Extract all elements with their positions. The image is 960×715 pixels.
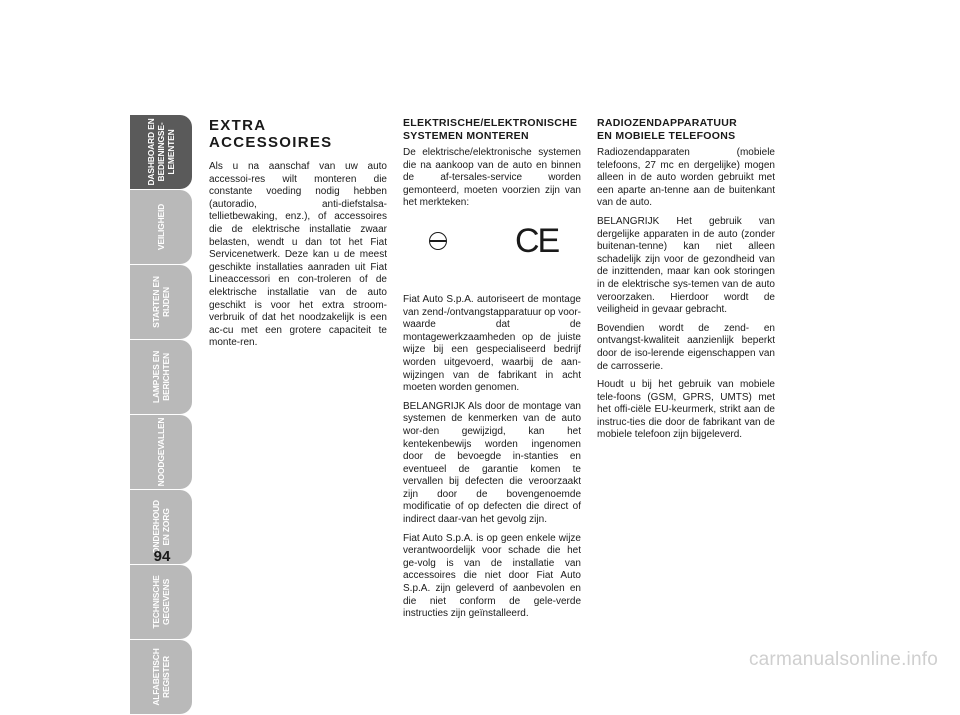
page-number: 94 bbox=[153, 548, 171, 565]
column-elektrische-systemen bbox=[403, 117, 581, 627]
column-extra-accessoires bbox=[209, 117, 387, 356]
paragraph: Bovendien wordt de zend- en ontvangst-kwaliteit aanzienlijk beperkt door de iso-lerende eigenschappen van de carrosserie. bbox=[597, 322, 775, 372]
paragraph: Radiozendapparaten (mobiele telefoons, 27 mc en dergelijke) mogen alleen in de auto worden gebruikt met een aparte an-tenne aan de buitenkant van de auto. bbox=[597, 147, 775, 209]
watermark: carmanualsonline.info bbox=[748, 649, 938, 670]
tab-label: VEILIGHEID bbox=[156, 203, 166, 251]
tab-starten-en-rijden[interactable] bbox=[130, 265, 192, 339]
paragraph: BELANGRIJK Het gebruik van dergelijke apparaten in de auto (zonder buitenan-tenne) kan niet alleen schadelijk zijn voor de gezondheid van de inzittenden, maar kan ook storingen in de elektrische sys-temen van de auto veroorzaken. Hierdoor wordt de veiligheid in gevaar gebracht. bbox=[597, 215, 775, 316]
certification-marks bbox=[403, 220, 581, 284]
tab-label: NOODGEVALLEN bbox=[156, 417, 166, 487]
tab-label: LAMPJES EN BERICHTEN bbox=[151, 350, 171, 404]
paragraph: Als u na aanschaf van uw auto accessoi-res wilt monteren die constante voeding nodig hebben (autoradio, anti-diefstalsa-tellietbewaking, enz.), of accessoires die de elektrische installatie zwaar belasten, wendt u dan tot het Fiat Servicenetwerk. Deze kan u de meest geschikte installaties aanraden uit Fiat Lineaccessori en con-troleren of de elektrische installatie van de auto geschikt is voor het extra stroom-verbruik of dat het noodzakelijk is een ac-cu met een grotere capaciteit te monte-ren. bbox=[209, 161, 387, 349]
paragraph: De elektrische/elektronische systemen die na aankoop van de auto en binnen de af-tersales-service worden gemonteerd, moeten voorzien zijn van het merkteken: bbox=[403, 147, 581, 209]
page-title: EXTRA ACCESSOIRES bbox=[209, 117, 333, 151]
paragraph: Fiat Auto S.p.A. is op geen enkele wijze verantwoordelijk voor schade die het ge-volg is van de installatie van accessoires die niet door Fiat Auto S.p.A. zijn geleverd of aanbevolen en die niet conform de gele-verde instructies zijn geïnstalleerd. bbox=[403, 532, 581, 620]
e-mark-icon bbox=[429, 232, 447, 250]
tab-label: ALFABETISCH REGISTER bbox=[151, 648, 171, 706]
tab-lampjes-en-berichten[interactable] bbox=[130, 340, 192, 414]
tab-noodgevallen[interactable] bbox=[130, 415, 192, 489]
tab-veiligheid[interactable] bbox=[130, 190, 192, 264]
tab-label: DASHBOARD EN BEDIENINGSE- LEMENTEN bbox=[146, 118, 176, 186]
section-title: RADIOZENDAPPARATUUR EN MOBIELE TELEFOONS bbox=[597, 117, 738, 142]
column-radiozendapparatuur bbox=[597, 117, 775, 448]
paragraph: Houdt u bij het gebruik van mobiele tele-foons (GSM, GPRS, UMTS) met het offi-ciële EU-keurmerk, strikt aan de instruc-ties die door de fabrikant van de mobiele telefoon zijn bijgeleverd. bbox=[597, 379, 775, 441]
tab-label: TECHNISCHE GEGEVENS bbox=[151, 575, 171, 629]
tab-label: STARTEN EN RIJDEN bbox=[151, 276, 171, 328]
paragraph: Fiat Auto S.p.A. autoriseert de montage van zend-/ontvangstapparatuur op voor-waarde dat de montagewerkzaamheden op de juiste wijze bij een gespecialiseerd bedrijf worden uitgevoerd, waarbij de aan-wijzingen van de fabrikant in acht moeten worden genomen. bbox=[403, 293, 581, 394]
tab-technische-gegevens[interactable] bbox=[130, 565, 192, 639]
ce-mark-icon: CE bbox=[515, 221, 559, 260]
section-title: ELEKTRISCHE/ELEKTRONISCHE SYSTEMEN MONTEREN bbox=[403, 117, 578, 142]
chapter-tabs bbox=[130, 115, 192, 715]
tab-dashboard[interactable] bbox=[130, 115, 192, 189]
paragraph: BELANGRIJK Als door de montage van systemen de kenmerken van de auto wor-den gewijzigd, kan het kentekenbewijs worden ingenomen door de bevoegde in-stanties en eventueel de garantie komen te vervallen bij defecten die veroorzaakt zijn door de bovengenoemde modificatie of op defecten die direct of indirect daar-van het gevolg zijn. bbox=[403, 400, 581, 526]
tab-label: ONDERHOUD EN ZORG bbox=[151, 500, 171, 554]
tab-alfabetisch-register[interactable] bbox=[130, 640, 192, 714]
